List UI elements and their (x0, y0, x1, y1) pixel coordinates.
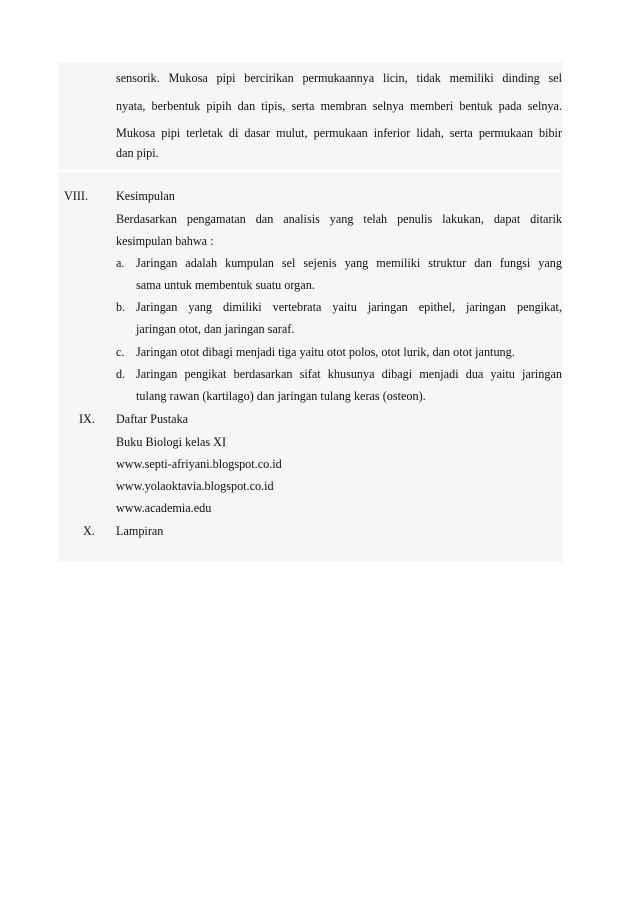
section-heading: Daftar Pustaka (116, 412, 189, 426)
intro-line: sensorik. Mukosa pipi bercirikan permukaannya licin, tidak memiliki dinding sel (116, 71, 562, 85)
reference-item: www.yolaoktavia.blogspot.co.id (116, 479, 274, 493)
conclusion-lead-line: kesimpulan bahwa : (116, 234, 214, 248)
conclusion-item-line: sama untuk membentuk suatu organ. (136, 278, 315, 292)
intro-line: Mukosa pipi terletak di dasar mulut, permukaan inferior lidah, serta permukaan bibir (116, 126, 562, 140)
conclusion-item-line: Jaringan adalah kumpulan sel sejenis yang memiliki struktur dan fungsi yang (136, 256, 562, 270)
intro-line: dan pipi. (116, 146, 159, 160)
section-number: IX. (79, 412, 95, 426)
conclusion-item-line: Jaringan yang dimiliki vertebrata yaitu jaringan epithel, jaringan pengikat, (136, 300, 562, 314)
list-marker: b. (116, 300, 126, 314)
list-marker: c. (116, 345, 125, 359)
conclusion-item-line: Jaringan pengikat berdasarkan sifat khusunya dibagi menjadi dua yaitu jaringan (136, 367, 562, 381)
reference-item: Buku Biologi kelas XI (116, 435, 227, 449)
section-number: X. (83, 524, 95, 538)
reference-item: www.academia.edu (116, 501, 212, 515)
conclusion-item-line: Jaringan otot dibagi menjadi tiga yaitu otot polos, otot lurik, dan otot jantung. (136, 345, 515, 359)
reference-item: www.septi-afriyani.blogspot.co.id (116, 457, 282, 471)
section-heading: Kesimpulan (116, 189, 175, 203)
conclusion-item-line: jaringan otot, dan jaringan saraf. (136, 322, 295, 336)
conclusion-item-line: tulang rawan (kartilago) dan jaringan tulang keras (osteon). (136, 389, 426, 403)
list-marker: a. (116, 256, 125, 270)
section-number: VIII. (64, 189, 89, 203)
intro-line: nyata, berbentuk pipih dan tipis, serta membran selnya memberi bentuk pada selnya. (116, 99, 562, 113)
list-marker: d. (116, 367, 126, 381)
conclusion-lead-line: Berdasarkan pengamatan dan analisis yang telah penulis lakukan, dapat ditarik (116, 212, 562, 226)
section-heading: Lampiran (116, 524, 164, 538)
